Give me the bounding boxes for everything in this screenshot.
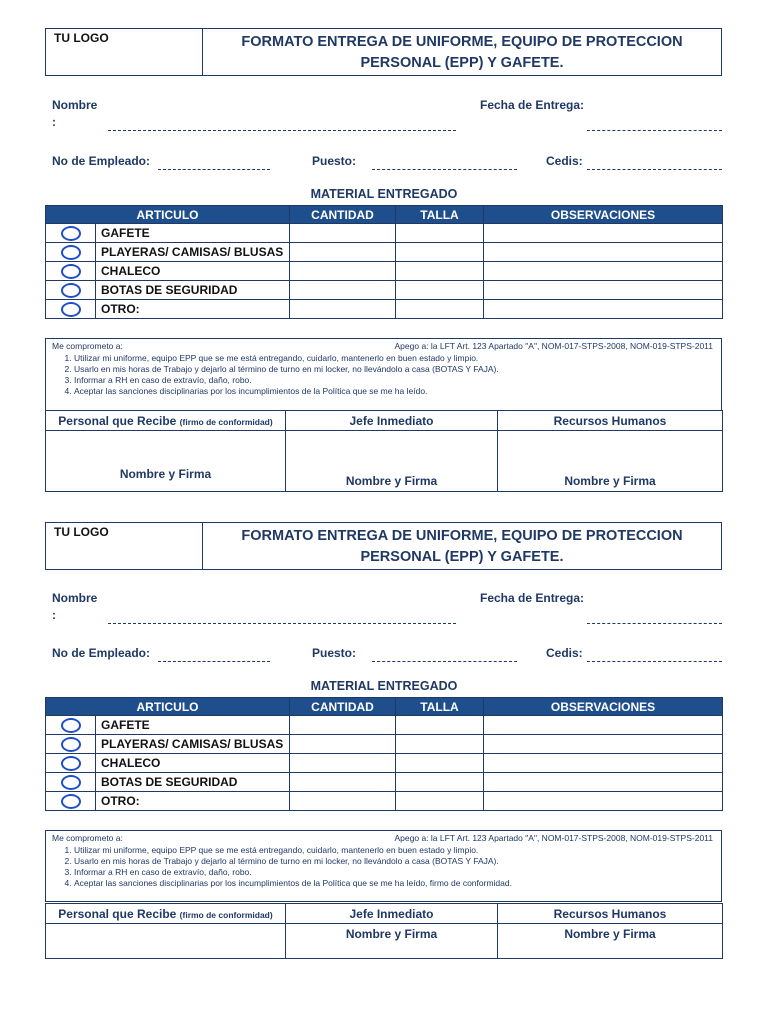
talla-cell[interactable] [396,792,484,811]
item-label: PLAYERAS/ CAMISAS/ BLUSAS [96,243,290,262]
cantidad-cell[interactable] [290,735,396,754]
nombre-line[interactable] [108,623,456,624]
observaciones-cell[interactable] [484,243,723,262]
table-row [46,224,723,243]
table-row [46,754,723,773]
commit-right: Apego a: la LFT Art. 123 Apartado "A", NOM-017-STPS-2008, NOM-019-STPS-2011 [394,341,713,351]
cantidad-cell[interactable] [290,300,396,319]
sig-cell-rh[interactable]: Nombre y Firma [498,431,723,492]
circle-checkbox-icon[interactable] [61,756,81,771]
commitment-box [45,338,722,411]
circle-checkbox-icon[interactable] [61,737,81,752]
empleado-line[interactable] [158,661,270,662]
commit-left: Me comprometo a: [52,341,123,351]
nombre-colon: : [52,115,56,129]
circle-checkbox-icon[interactable] [61,718,81,733]
circle-checkbox-icon[interactable] [61,226,81,241]
sig-header-recibe: Personal que Recibe (firmo de conformidad) [46,411,286,431]
sig-cell-jefe[interactable]: Nombre y Firma [286,924,498,959]
list-item: 3. Informar a RH en caso de extravío, daño, robo. [74,867,721,878]
table-row [46,716,723,735]
cedis-label: Cedis: [546,154,583,168]
circle-checkbox-icon[interactable] [61,283,81,298]
table-row [46,792,723,811]
circle-checkbox-icon[interactable] [61,775,81,790]
sig-cell-jefe[interactable]: Nombre y Firma [286,431,498,492]
cantidad-cell[interactable] [290,224,396,243]
list-item: 2. Usarlo en mis horas de Trabajo y dejarlo al término de turno en mi locker, no llevándolo a casa (BOTAS Y FAJA). [74,364,721,375]
talla-cell[interactable] [396,716,484,735]
form-2 [0,494,768,994]
puesto-label: Puesto: [312,154,357,168]
signature-table [45,903,723,959]
col-articulo: ARTICULO [46,206,290,224]
list-item: 1. Utilizar mi uniforme, equipo EPP que se me está entregando, cuidarlo, mantenerlo en buen estado y limpio. [74,845,721,856]
item-label: BOTAS DE SEGURIDAD [96,773,290,792]
puesto-label: Puesto: [312,646,357,660]
fecha-line[interactable] [587,130,722,131]
talla-cell[interactable] [396,754,484,773]
talla-cell[interactable] [396,281,484,300]
col-talla: TALLA [396,206,484,224]
material-title: MATERIAL ENTREGADO [310,187,458,201]
observaciones-cell[interactable] [484,773,723,792]
empleado-line[interactable] [158,169,270,170]
nombre-label: Nombre [52,98,98,112]
form-header [45,28,722,76]
col-observaciones: OBSERVACIONES [484,698,723,716]
observaciones-cell[interactable] [484,300,723,319]
talla-cell[interactable] [396,773,484,792]
puesto-line[interactable] [372,661,517,662]
list-item: 3. Informar a RH en caso de extravío, daño, robo. [74,375,721,386]
list-item: 1. Utilizar mi uniforme, equipo EPP que se me está entregando, cuidarlo, mantenerlo en buen estado y limpio. [74,353,721,364]
empleado-label: No de Empleado: [52,154,151,168]
empleado-label: No de Empleado: [52,646,151,660]
item-label: PLAYERAS/ CAMISAS/ BLUSAS [96,735,290,754]
cantidad-cell[interactable] [290,773,396,792]
circle-checkbox-icon[interactable] [61,794,81,809]
observaciones-cell[interactable] [484,792,723,811]
form-title: FORMATO ENTREGA DE UNIFORME, EQUIPO DE PROTECCION PERSONAL (EPP) Y GAFETE. [241,34,683,71]
sig-header-rh: Recursos Humanos [498,411,723,431]
observaciones-cell[interactable] [484,262,723,281]
table-row [46,243,723,262]
item-label: OTRO: [96,300,290,319]
sig-cell-recibe[interactable]: Nombre y Firma [46,431,286,492]
cedis-line[interactable] [587,661,722,662]
material-header-row [46,206,723,224]
list-item: 4. Aceptar las sanciones disciplinarias por los incumplimientos de la Política que se me ha leído. [74,386,721,397]
observaciones-cell[interactable] [484,754,723,773]
list-item: 4. Aceptar las sanciones disciplinarias por los incumplimientos de la Política que se me ha leído, firmo de conformidad. [74,878,721,889]
signature-table [45,410,723,492]
logo-placeholder: TU LOGO [46,29,203,75]
cedis-label: Cedis: [546,646,583,660]
fecha-line[interactable] [587,623,722,624]
material-header-row [46,698,723,716]
table-row [46,281,723,300]
logo-placeholder: TU LOGO [46,523,203,569]
puesto-line[interactable] [372,169,517,170]
table-row [46,300,723,319]
cantidad-cell[interactable] [290,262,396,281]
col-articulo: ARTICULO [46,698,290,716]
item-label: OTRO: [96,792,290,811]
circle-checkbox-icon[interactable] [61,302,81,317]
list-item: 2. Usarlo en mis horas de Trabajo y dejarlo al término de turno en mi locker, no llevándolo a casa (BOTAS Y FAJA). [74,856,721,867]
table-row [46,262,723,281]
form-header [45,522,722,570]
item-label: CHALECO [96,754,290,773]
observaciones-cell[interactable] [484,716,723,735]
fecha-label: Fecha de Entrega: [480,591,585,605]
commitment-box [45,830,722,902]
sig-header-rh: Recursos Humanos [498,904,723,924]
sig-cell-rh[interactable]: Nombre y Firma [498,924,723,959]
item-label: GAFETE [96,224,290,243]
circle-checkbox-icon[interactable] [61,264,81,279]
commit-list [46,353,721,397]
material-table [45,697,723,811]
sig-header-recibe: Personal que Recibe (firmo de conformidad) [46,904,286,924]
nombre-label: Nombre [52,591,98,605]
cantidad-cell[interactable] [290,792,396,811]
fecha-label: Fecha de Entrega: [480,98,585,112]
cantidad-cell[interactable] [290,754,396,773]
form-1 [0,0,768,500]
observaciones-cell[interactable] [484,224,723,243]
sig-cell-recibe[interactable] [46,924,286,959]
cantidad-cell[interactable] [290,716,396,735]
item-label: BOTAS DE SEGURIDAD [96,281,290,300]
observaciones-cell[interactable] [484,281,723,300]
nombre-colon: : [52,608,56,622]
circle-checkbox-icon[interactable] [61,245,81,260]
item-label: CHALECO [96,262,290,281]
cantidad-cell[interactable] [290,281,396,300]
form-title: FORMATO ENTREGA DE UNIFORME, EQUIPO DE PROTECCION PERSONAL (EPP) Y GAFETE. [241,528,683,565]
sig-header-jefe: Jefe Inmediato [286,904,498,924]
talla-cell[interactable] [396,262,484,281]
sig-header-jefe: Jefe Inmediato [286,411,498,431]
talla-cell[interactable] [396,224,484,243]
commit-left: Me comprometo a: [52,833,123,843]
observaciones-cell[interactable] [484,735,723,754]
item-label: GAFETE [96,716,290,735]
material-title: MATERIAL ENTREGADO [310,679,458,693]
material-table [45,205,723,319]
cedis-line[interactable] [587,169,722,170]
commit-list [46,845,721,889]
cantidad-cell[interactable] [290,243,396,262]
nombre-line[interactable] [108,130,456,131]
col-cantidad: CANTIDAD [290,206,396,224]
col-cantidad: CANTIDAD [290,698,396,716]
col-observaciones: OBSERVACIONES [484,206,723,224]
commit-right: Apego a: la LFT Art. 123 Apartado "A", NOM-017-STPS-2008, NOM-019-STPS-2011 [394,833,713,843]
talla-cell[interactable] [396,300,484,319]
table-row [46,773,723,792]
table-row [46,735,723,754]
talla-cell[interactable] [396,735,484,754]
col-talla: TALLA [396,698,484,716]
talla-cell[interactable] [396,243,484,262]
